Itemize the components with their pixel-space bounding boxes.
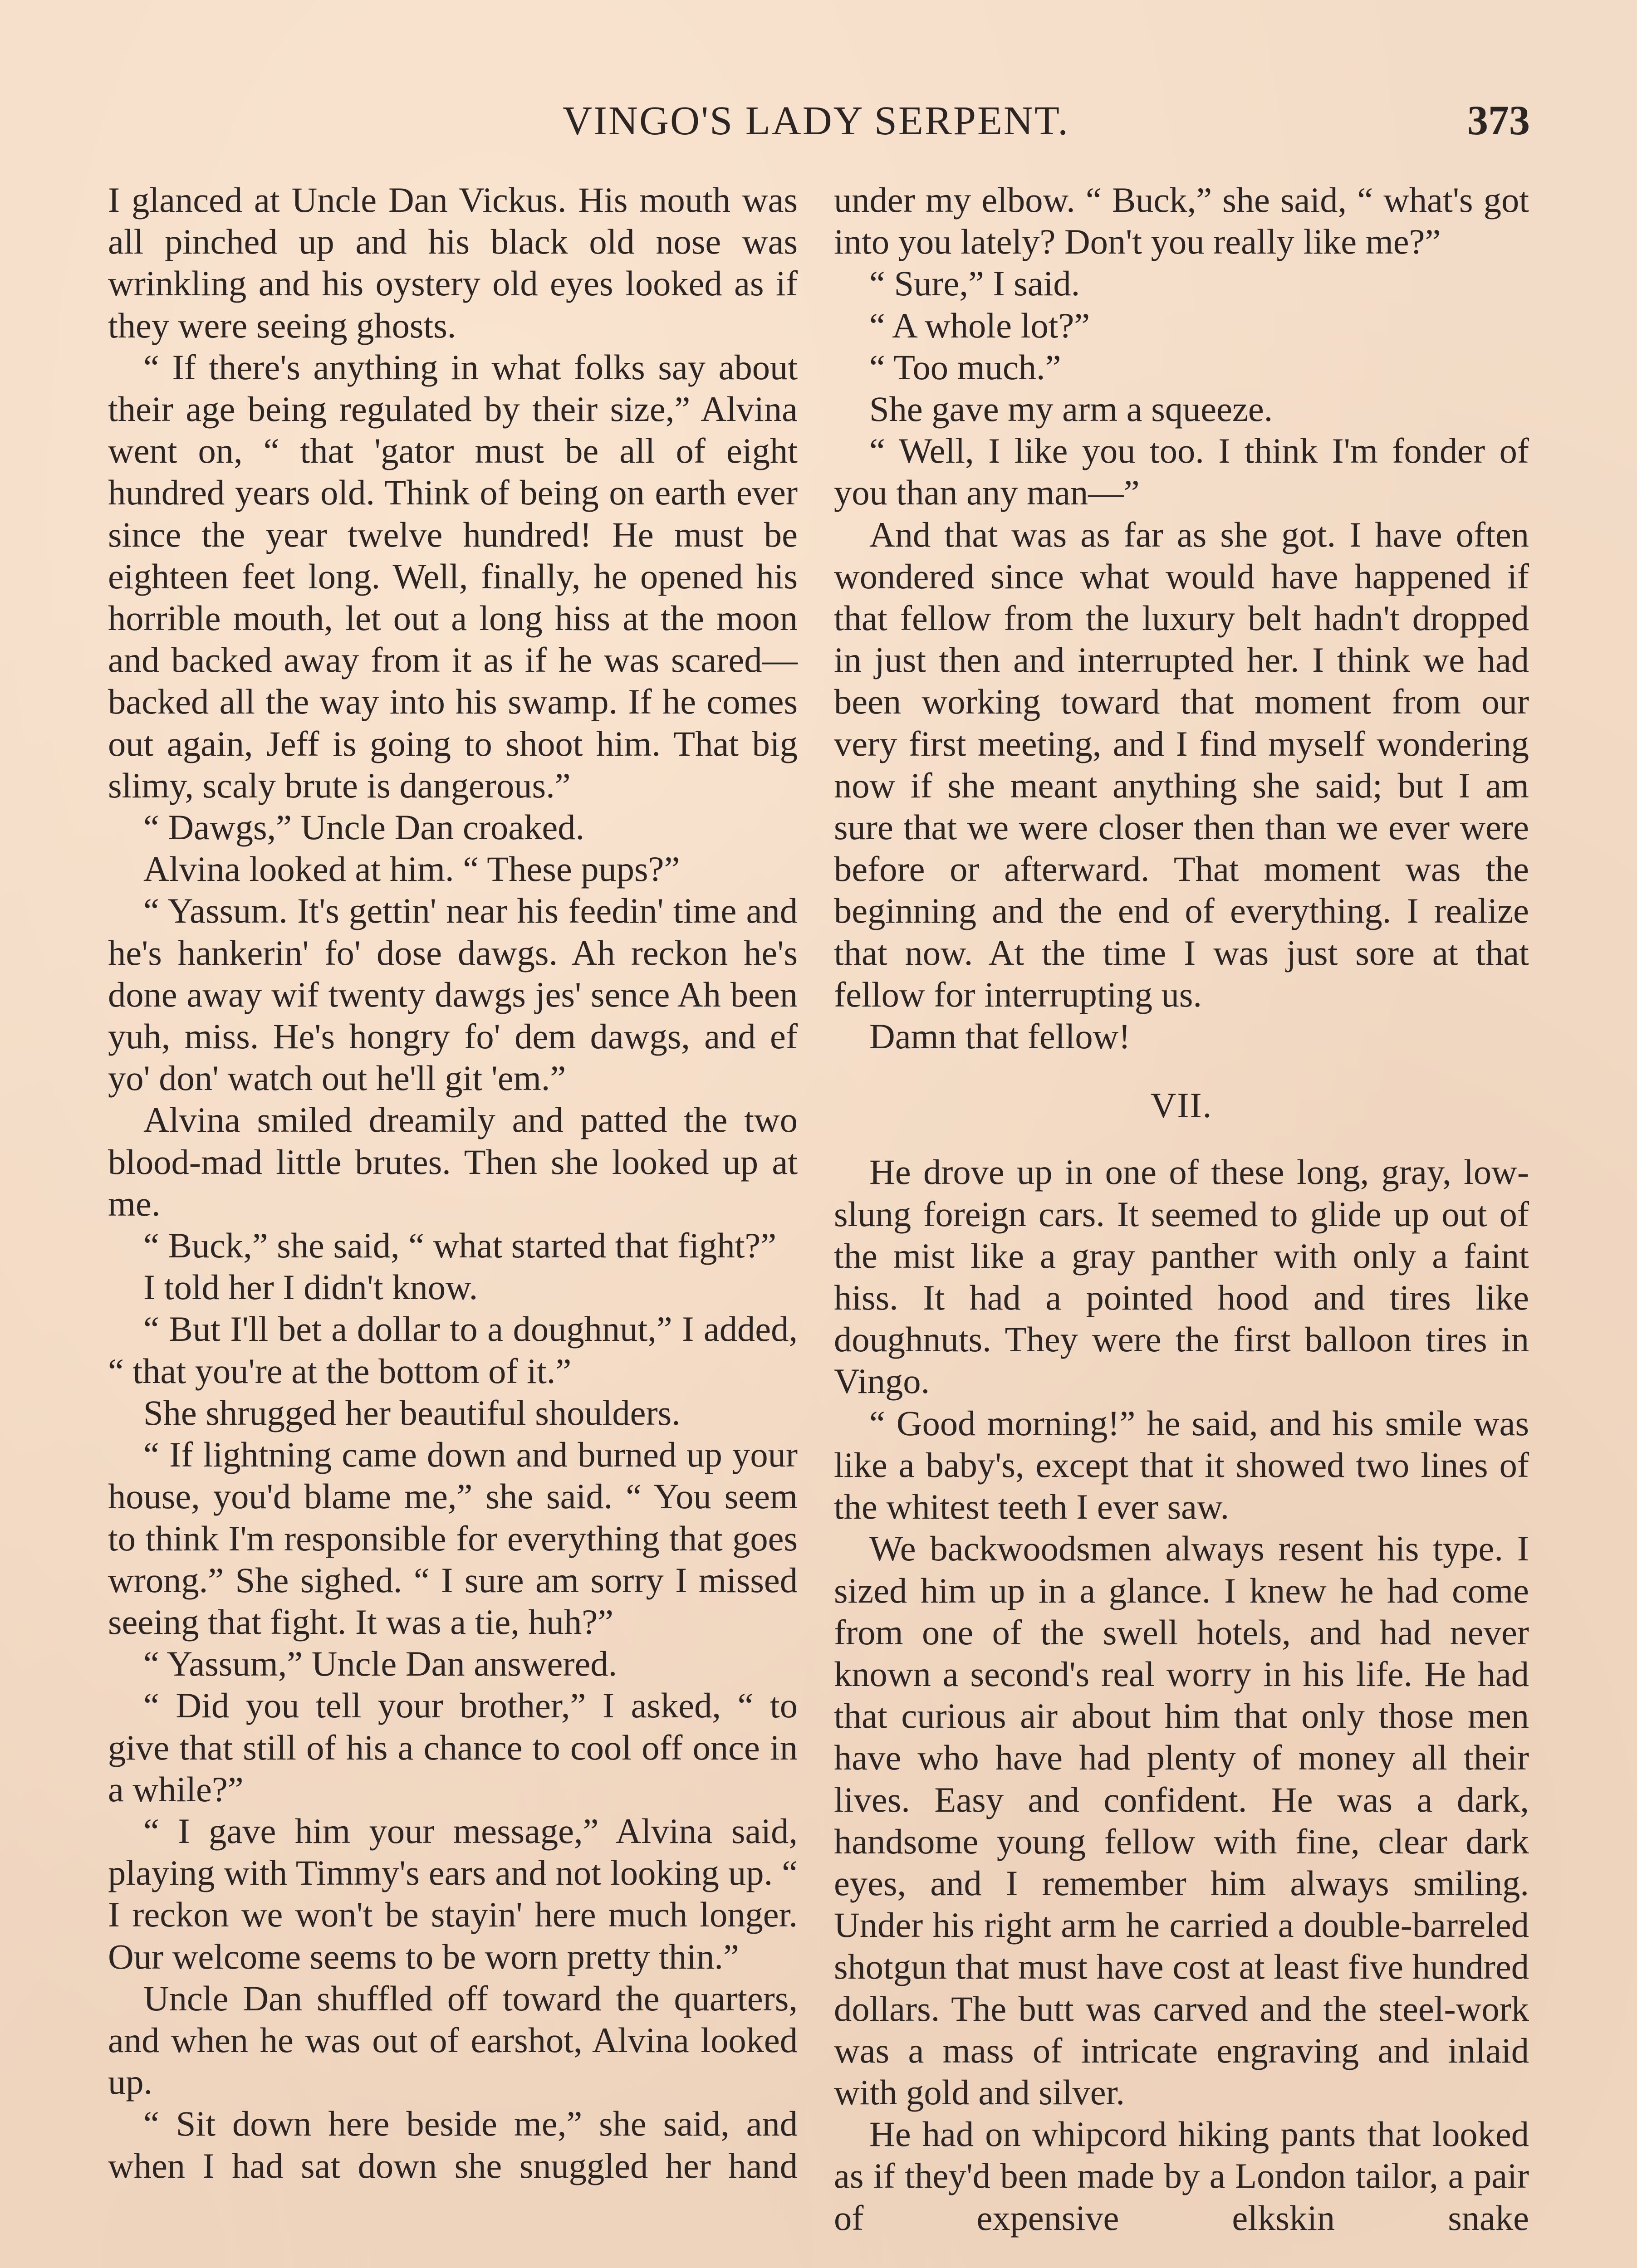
section-heading: VII. [1150,1085,1213,1125]
paragraph: He had on whipcord hiking pants that looked as if they'd been made by a London tailor, a pair of expensive elkskin snake [834,2114,1529,2238]
running-head: VINGO'S LADY SERPENT. [563,98,1069,143]
page-number: 373 [1467,97,1530,143]
paragraph: “ If lightning came down and burned up your house, you'd blame me,” she said. “ You seem to think I'm responsible for everything that goes wrong.” She sighed. “ I sure am sorry I missed seeing that fight. It was a tie, huh?” [108,1435,798,1642]
paragraph: I glanced at Uncle Dan Vickus. His mouth was all pinched up and his black old nose was wrinkling and his oystery old eyes looked as if they were seeing ghosts. [108,180,798,345]
paragraph: I told her I didn't know. [143,1267,478,1307]
paragraph: Alvina smiled dreamily and patted the two blood-mad little brutes. Then she looked up at me. [108,1100,798,1223]
paragraph: And that was as far as she got. I have often wondered since what would have happened if that fellow from the luxury belt hadn't dropped in just then and interrupted her. I think we had been working toward that moment from our very first meeting, and I find myself wondering now if she meant anything she said; but I am sure that we were closer then than we ever were before or afterward. That moment was the beginning and the end of everything. I realize that now. At the time I was just sore at that fellow for interrupting us. [834,514,1529,1014]
paragraph: “ I gave him your message,” Alvina said, playing with Timmy's ears and not looking up. “ I reckon we won't be stayin' here much longer. Our welcome seems to be worn pretty thin.” [108,1811,798,1976]
paragraph: “ Sit down here beside me,” she said, and when I had sat down she snuggled her hand [108,2104,798,2185]
paragraph: “ But I'll bet a dollar to a doughnut,” I added, “ that you're at the bottom of it.” [108,1309,798,1391]
paragraph: “ Good morning!” he said, and his smile was like a baby's, except that it showed two lines of the whitest teeth I ever saw. [834,1403,1529,1527]
paragraph: “ Buck,” she said, “ what started that fight?” [143,1226,777,1266]
paragraph: We backwoodsmen always resent his type. I sized him up in a glance. I knew he had come from one of the swell hotels, and had never known a second's real worry in his life. He had that curious air about him that only those men have who have had plenty of money all their lives. Easy and confident. He was a dark, handsome young fellow with fine, clear dark eyes, and I remember him always smiling. Under his right arm he carried a double-barreled shotgun that must have cost at least five hundred dollars. The butt was carved and the steel-work was a mass of intricate engraving and inlaid with gold and silver. [834,1529,1529,2112]
paragraph: Uncle Dan shuffled off toward the quarters, and when he was out of earshot, Alvina looked up. [108,1978,798,2102]
paragraph: “ Yassum. It's gettin' near his feedin' time and he's hankerin' fo' dose dawgs. Ah reckon he's done away wif twenty dawgs jes' sence Ah been yuh, miss. He's hongry fo' dem dawgs, and ef yo' don' watch out he'll git 'em.” [108,891,798,1098]
paragraph: “ Too much.” [869,347,1061,387]
paragraph: “ Sure,” I said. [869,264,1080,303]
right-column [834,179,1529,2239]
paragraph: She shrugged her beautiful shoulders. [143,1393,681,1432]
paragraph: “ A whole lot?” [869,305,1090,345]
paragraph: “ If there's anything in what folks say about their age being regulated by their size,” Alvina went on, “ that 'gator must be all of eight hundred years old. Think of being on earth ever since the year twelve hundred! He must be eighteen feet long. Well, finally, he opened his horrible mouth, let out a long hiss at the moon and backed away from it as if he was scared—backed all the way into his swamp. If he comes out again, Jeff is going to shoot him. That big slimy, scaly brute is dangerous.” [108,347,798,805]
paragraph: “ Dawgs,” Uncle Dan croaked. [143,807,585,847]
left-column [108,179,798,2187]
paragraph: He drove up in one of these long, gray, low-slung foreign cars. It seemed to glide up out of the mist like a gray panther with only a faint hiss. It had a pointed hood and tires like doughnuts. They were the first balloon tires in Vingo. [834,1152,1529,1401]
paragraph: “ Yassum,” Uncle Dan answered. [143,1644,618,1684]
paragraph: “ Well, I like you too. I think I'm fonder of you than any man—” [834,431,1529,513]
paragraph: “ Did you tell your brother,” I asked, “ to give that still of his a chance to cool off once in a while?” [108,1686,798,1809]
paragraph: under my elbow. “ Buck,” she said, “ what's got into you lately? Don't you really like me?” [834,180,1529,262]
paragraph: Alvina looked at him. “ These pups?” [143,849,680,889]
paragraph: She gave my arm a squeeze. [869,389,1273,429]
paragraph: Damn that fellow! [869,1017,1131,1056]
